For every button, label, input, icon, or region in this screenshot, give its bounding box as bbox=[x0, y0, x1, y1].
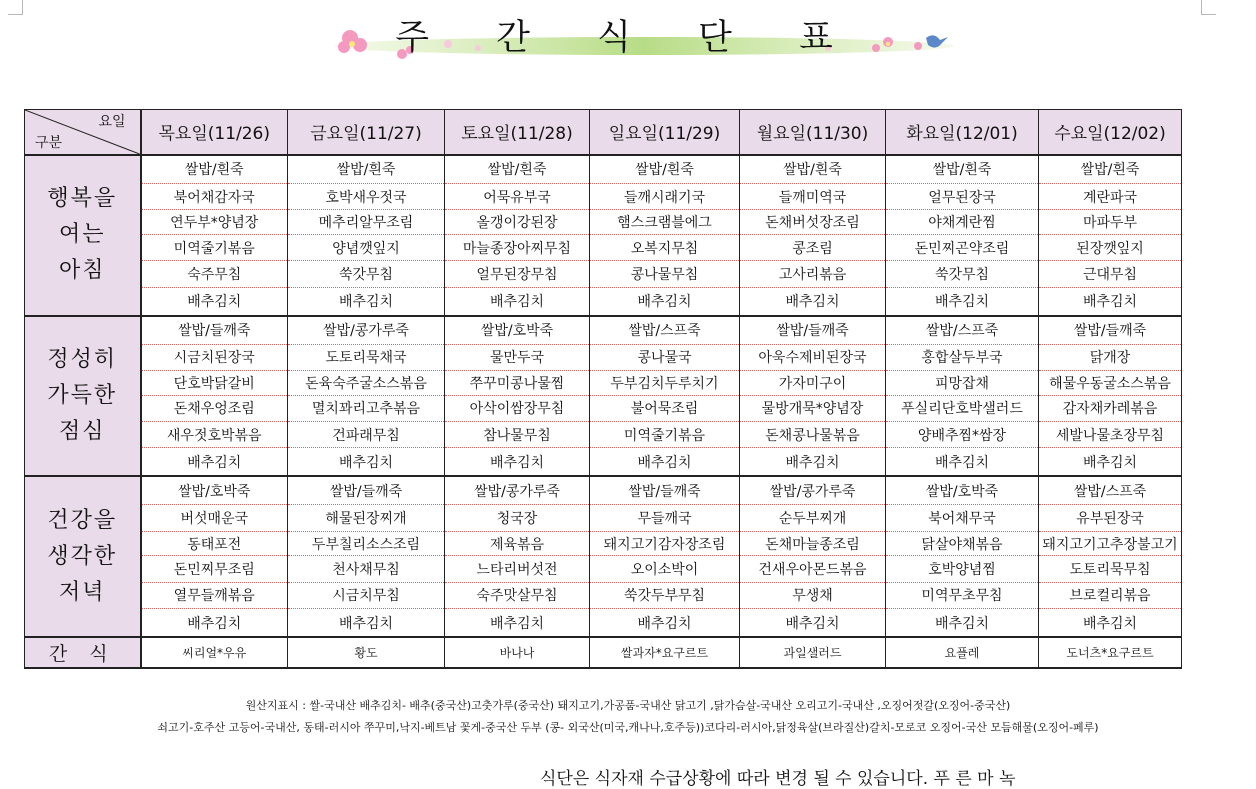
menu-item: 감자채카레볶음 bbox=[1039, 395, 1182, 421]
menu-item: 돼지고기고추장불고기 bbox=[1039, 531, 1182, 555]
meal-1-row-1 bbox=[25, 344, 1182, 370]
menu-item: 쌀밥/흰죽 bbox=[1039, 155, 1182, 184]
menu-item: 북어채무국 bbox=[886, 505, 1039, 531]
menu-item: 멸치꽈리고추볶음 bbox=[288, 395, 445, 421]
menu-item: 오복지무침 bbox=[590, 234, 740, 260]
menu-item: 쌀밥/호박죽 bbox=[445, 316, 590, 345]
menu-item: 올갱이강된장 bbox=[445, 210, 590, 234]
menu-item: 콩조림 bbox=[740, 234, 886, 260]
menu-item: 배추김치 bbox=[445, 609, 590, 638]
menu-item: 배추김치 bbox=[141, 609, 288, 638]
menu-item: 쌀밥/콩가루죽 bbox=[445, 476, 590, 505]
day-header-0: 목요일(11/26) bbox=[141, 110, 288, 155]
menu-item: 열무들깨볶음 bbox=[141, 582, 288, 608]
menu-item: 참나물무침 bbox=[445, 421, 590, 447]
menu-item: 쌀밥/흰죽 bbox=[740, 155, 886, 184]
meal-0-row-2 bbox=[25, 210, 1182, 234]
menu-item: 배추김치 bbox=[288, 448, 445, 477]
menu-item: 쌀밥/스프죽 bbox=[886, 316, 1039, 345]
menu-item: 새우젓호박볶음 bbox=[141, 421, 288, 447]
menu-item: 쌀밥/호박죽 bbox=[886, 476, 1039, 505]
meal-label-line: 가득한 bbox=[47, 383, 118, 409]
menu-item: 해물우동굴소스볶음 bbox=[1039, 371, 1182, 395]
menu-item: 아삭이쌈장무침 bbox=[445, 395, 590, 421]
menu-item: 쌀밥/들깨죽 bbox=[1039, 316, 1182, 345]
menu-item: 콩나물국 bbox=[590, 344, 740, 370]
menu-item: 쌀밥/흰죽 bbox=[590, 155, 740, 184]
menu-item: 시금치무침 bbox=[288, 582, 445, 608]
snack-item: 요플레 bbox=[886, 637, 1039, 668]
menu-item: 배추김치 bbox=[740, 609, 886, 638]
meal-1-row-5 bbox=[25, 448, 1182, 477]
menu-item: 피망잡채 bbox=[886, 371, 1039, 395]
menu-item: 미역무초무침 bbox=[886, 582, 1039, 608]
meal-1-row-4 bbox=[25, 421, 1182, 447]
menu-item: 쌀밥/흰죽 bbox=[288, 155, 445, 184]
menu-item: 물방개묵*양념장 bbox=[740, 395, 886, 421]
meal-2-row-3 bbox=[25, 556, 1182, 582]
menu-item: 들깨미역국 bbox=[740, 184, 886, 210]
meal-0-row-1 bbox=[25, 184, 1182, 210]
meal-label-0 bbox=[25, 155, 141, 316]
meal-label-2 bbox=[25, 476, 141, 637]
origin-notice-line-1: 원산지표시 : 쌀-국내산 배추김치- 배추(중국산)고춧가루(중국산) 돼지고기,가공품-국내산 닭고기 ,닭가슴살-국내산 오리고기-국내산 ,오징어젓갈(오징어-중국산) bbox=[245, 699, 1011, 712]
day-header-2: 토요일(11/28) bbox=[445, 110, 590, 155]
meal-0-row-5 bbox=[25, 287, 1182, 316]
meal-label-line: 행복을 bbox=[47, 186, 118, 212]
day-header-6: 수요일(12/02) bbox=[1039, 110, 1182, 155]
menu-item: 아욱수제비된장국 bbox=[740, 344, 886, 370]
menu-item: 북어채감자국 bbox=[141, 184, 288, 210]
menu-item: 해물된장찌개 bbox=[288, 505, 445, 531]
menu-item: 쑥갓두부무침 bbox=[590, 582, 740, 608]
menu-item: 근대무침 bbox=[1039, 261, 1182, 287]
menu-item: 배추김치 bbox=[886, 448, 1039, 477]
menu-item: 닭살야채볶음 bbox=[886, 531, 1039, 555]
menu-item: 가자미구이 bbox=[740, 371, 886, 395]
menu-item: 돼지고기감자장조림 bbox=[590, 531, 740, 555]
menu-item: 닭개장 bbox=[1039, 344, 1182, 370]
menu-item: 돈민찌곤약조림 bbox=[886, 234, 1039, 260]
menu-item: 마늘종장아찌무침 bbox=[445, 234, 590, 260]
menu-item: 메추리알무조림 bbox=[288, 210, 445, 234]
meal-2-row-2 bbox=[25, 531, 1182, 555]
meal-2-row-5 bbox=[25, 609, 1182, 638]
weekly-menu-table bbox=[24, 109, 1182, 669]
meal-label-line: 건강을 bbox=[47, 507, 118, 533]
header-corner-cell bbox=[25, 110, 141, 155]
menu-item: 마파두부 bbox=[1039, 210, 1182, 234]
menu-item: 푸실리단호박샐러드 bbox=[886, 395, 1039, 421]
corner-day-label: 요일 bbox=[98, 114, 126, 130]
menu-item: 도토리묵무침 bbox=[1039, 556, 1182, 582]
menu-item: 햄스크램블에그 bbox=[590, 210, 740, 234]
menu-item: 쌀밥/스프죽 bbox=[590, 316, 740, 345]
menu-item: 쌀밥/호박죽 bbox=[141, 476, 288, 505]
menu-item: 배추김치 bbox=[1039, 448, 1182, 477]
menu-item: 무생채 bbox=[740, 582, 886, 608]
menu-item: 쌀밥/콩가루죽 bbox=[740, 476, 886, 505]
day-header-5: 화요일(12/01) bbox=[886, 110, 1039, 155]
menu-item: 쑥갓무침 bbox=[288, 261, 445, 287]
menu-item: 천사채무침 bbox=[288, 556, 445, 582]
snack-item: 황도 bbox=[288, 637, 445, 668]
menu-item: 배추김치 bbox=[590, 287, 740, 316]
menu-item: 쌀밥/들깨죽 bbox=[288, 476, 445, 505]
menu-item: 쌀밥/들깨죽 bbox=[740, 316, 886, 345]
snack-row bbox=[25, 637, 1182, 668]
menu-item: 배추김치 bbox=[445, 287, 590, 316]
menu-item: 배추김치 bbox=[288, 287, 445, 316]
meal-1-row-2 bbox=[25, 371, 1182, 395]
menu-item: 시금치된장국 bbox=[141, 344, 288, 370]
menu-item: 세발나물초장무침 bbox=[1039, 421, 1182, 447]
menu-item: 배추김치 bbox=[590, 448, 740, 477]
menu-item: 도토리묵채국 bbox=[288, 344, 445, 370]
menu-item: 돈채우엉조림 bbox=[141, 395, 288, 421]
meal-label-1 bbox=[25, 316, 141, 477]
menu-item: 청국장 bbox=[445, 505, 590, 531]
day-header-1: 금요일(11/27) bbox=[288, 110, 445, 155]
menu-item: 쌀밥/흰죽 bbox=[445, 155, 590, 184]
menu-item: 배추김치 bbox=[141, 287, 288, 316]
meal-0-row-4 bbox=[25, 261, 1182, 287]
menu-item: 호박새우젓국 bbox=[288, 184, 445, 210]
meal-0-row-3 bbox=[25, 234, 1182, 260]
menu-item: 야채계란찜 bbox=[886, 210, 1039, 234]
menu-item: 배추김치 bbox=[288, 609, 445, 638]
menu-item: 제육볶음 bbox=[445, 531, 590, 555]
menu-item: 배추김치 bbox=[886, 287, 1039, 316]
meal-0-row-0 bbox=[25, 155, 1182, 184]
menu-item: 브로컬리볶음 bbox=[1039, 582, 1182, 608]
menu-item: 쌀밥/흰죽 bbox=[886, 155, 1039, 184]
menu-item: 건파래무침 bbox=[288, 421, 445, 447]
snack-item: 과일샐러드 bbox=[740, 637, 886, 668]
menu-item: 배추김치 bbox=[445, 448, 590, 477]
meal-label-line: 정성히 bbox=[47, 347, 118, 373]
menu-item: 버섯매운국 bbox=[141, 505, 288, 531]
menu-item: 미역줄기볶음 bbox=[590, 421, 740, 447]
menu-item: 미역줄기볶음 bbox=[141, 234, 288, 260]
meal-label-line: 여는 bbox=[58, 222, 106, 248]
menu-item: 배추김치 bbox=[590, 609, 740, 638]
snack-item: 바나나 bbox=[445, 637, 590, 668]
menu-item: 유부된장국 bbox=[1039, 505, 1182, 531]
meal-label-line: 저녁 bbox=[58, 579, 106, 605]
menu-item: 돈채마늘종조림 bbox=[740, 531, 886, 555]
menu-item: 연두부*양념장 bbox=[141, 210, 288, 234]
menu-item: 불어묵조림 bbox=[590, 395, 740, 421]
day-header-row bbox=[25, 110, 1182, 155]
menu-item: 숙주무침 bbox=[141, 261, 288, 287]
menu-item: 숙주맛살무침 bbox=[445, 582, 590, 608]
menu-item: 무들깨국 bbox=[590, 505, 740, 531]
menu-item: 홍합살두부국 bbox=[886, 344, 1039, 370]
menu-change-notice: 식단은 식자재 수급상황에 따라 변경 될 수 있습니다. 푸 른 마 녹 bbox=[540, 769, 1016, 789]
menu-item: 배추김치 bbox=[1039, 609, 1182, 638]
corner-category-label: 구분 bbox=[35, 134, 63, 151]
snack-item: 씨리얼*우유 bbox=[141, 637, 288, 668]
menu-item: 양배추찜*쌈장 bbox=[886, 421, 1039, 447]
menu-item: 쑥갓무침 bbox=[886, 261, 1039, 287]
meal-label-line: 아침 bbox=[58, 258, 106, 284]
menu-item: 순두부찌개 bbox=[740, 505, 886, 531]
menu-item: 얼무된장무침 bbox=[445, 261, 590, 287]
menu-item: 돈민찌무조림 bbox=[141, 556, 288, 582]
menu-item: 건새우아몬드볶음 bbox=[740, 556, 886, 582]
menu-item: 쌀밥/들깨죽 bbox=[590, 476, 740, 505]
snack-label: 간 식 bbox=[25, 637, 141, 668]
menu-item: 오이소박이 bbox=[590, 556, 740, 582]
menu-item: 돈육숙주굴소스볶음 bbox=[288, 371, 445, 395]
meal-1-row-3 bbox=[25, 395, 1182, 421]
meal-2-row-1 bbox=[25, 505, 1182, 531]
menu-item: 두부김치두루치기 bbox=[590, 371, 740, 395]
menu-item: 단호박닭갈비 bbox=[141, 371, 288, 395]
menu-item: 된장깻잎지 bbox=[1039, 234, 1182, 260]
page-title: 주 간 식 단 표 bbox=[395, 18, 861, 58]
origin-notice-line-2: 쇠고기-호주산 고등어-국내산, 동태-러시아 쭈꾸미,낙지-베트남 꽃게-중국산 두부 (콩- 외국산(미국,캐나나,호주등))코다리-러시아,닭정육살(브라질산)갈치-모로코 오징어-국산 모듬해물(오징어-페루) bbox=[157, 721, 1099, 734]
menu-item: 배추김치 bbox=[141, 448, 288, 477]
menu-item: 돈채버섯장조림 bbox=[740, 210, 886, 234]
menu-item: 배추김치 bbox=[1039, 287, 1182, 316]
menu-item: 쌀밥/콩가루죽 bbox=[288, 316, 445, 345]
snack-item: 도너츠*요구르트 bbox=[1039, 637, 1182, 668]
menu-item: 들깨시래기국 bbox=[590, 184, 740, 210]
menu-item: 돈채콩나물볶음 bbox=[740, 421, 886, 447]
day-header-4: 월요일(11/30) bbox=[740, 110, 886, 155]
menu-item: 어묵유부국 bbox=[445, 184, 590, 210]
menu-item: 얼무된장국 bbox=[886, 184, 1039, 210]
menu-item: 배추김치 bbox=[886, 609, 1039, 638]
menu-item: 느타리버섯전 bbox=[445, 556, 590, 582]
meal-2-row-0 bbox=[25, 476, 1182, 505]
menu-item: 콩나물무침 bbox=[590, 261, 740, 287]
day-header-3: 일요일(11/29) bbox=[590, 110, 740, 155]
menu-item: 쭈꾸미콩나물찜 bbox=[445, 371, 590, 395]
menu-item: 물만두국 bbox=[445, 344, 590, 370]
menu-item: 두부칠리소스조림 bbox=[288, 531, 445, 555]
menu-item: 호박양념찜 bbox=[886, 556, 1039, 582]
menu-item: 쌀밥/들깨죽 bbox=[141, 316, 288, 345]
meal-label-line: 점심 bbox=[58, 419, 106, 445]
meal-label-line: 생각한 bbox=[47, 543, 118, 569]
menu-item: 고사리볶음 bbox=[740, 261, 886, 287]
menu-item: 계란파국 bbox=[1039, 184, 1182, 210]
menu-item: 동태포전 bbox=[141, 531, 288, 555]
meal-2-row-4 bbox=[25, 582, 1182, 608]
meal-1-row-0 bbox=[25, 316, 1182, 345]
menu-item: 배추김치 bbox=[740, 287, 886, 316]
snack-item: 쌀과자*요구르트 bbox=[590, 637, 740, 668]
menu-item: 배추김치 bbox=[740, 448, 886, 477]
menu-item: 양념깻잎지 bbox=[288, 234, 445, 260]
menu-item: 쌀밥/흰죽 bbox=[141, 155, 288, 184]
menu-item: 쌀밥/스프죽 bbox=[1039, 476, 1182, 505]
